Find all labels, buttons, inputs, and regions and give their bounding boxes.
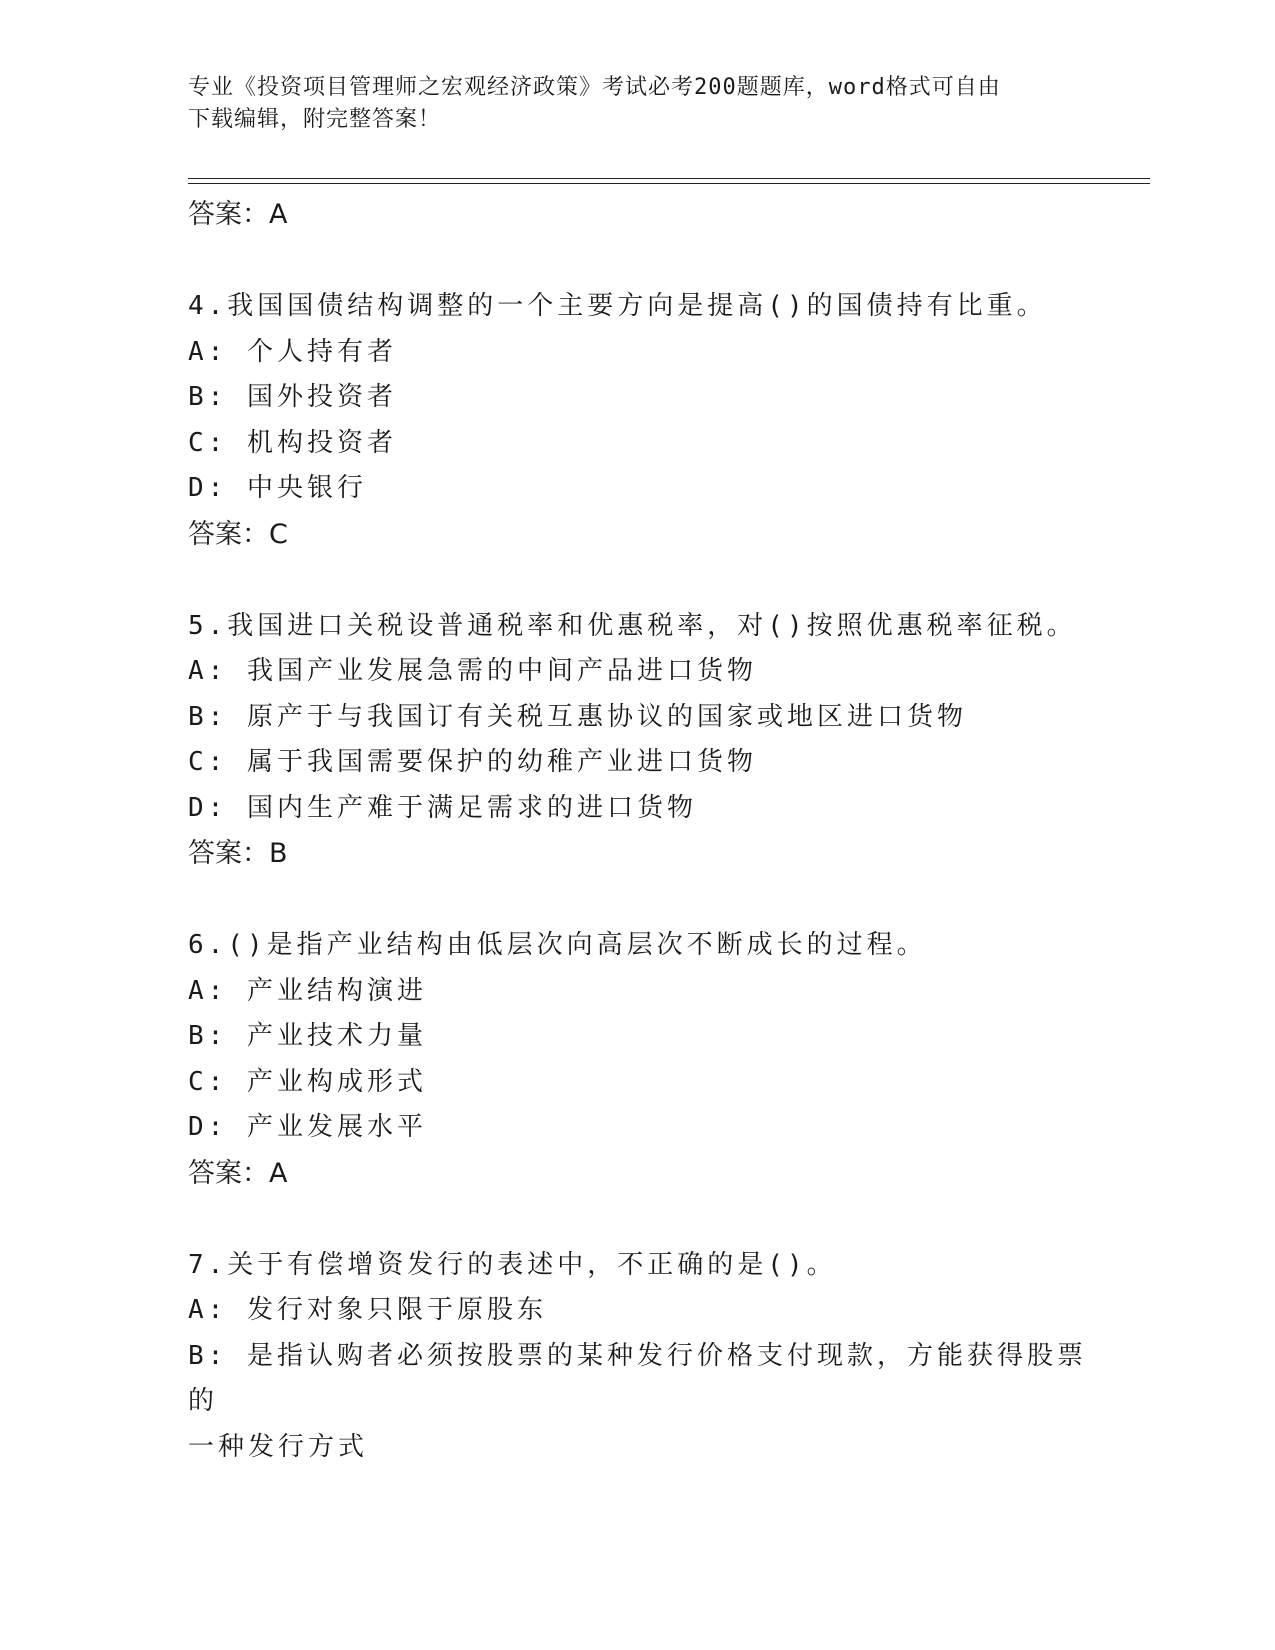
option-c: C: 产业构成形式 (188, 1066, 427, 1097)
option-a: A: 产业结构演进 (188, 975, 427, 1006)
question-text: 5.我国进口关税设普通税率和优惠税率，对()按照优惠税率征税。 (188, 610, 1077, 641)
option-b: B: 国外投资者 (188, 382, 397, 412)
header-line-2: 下载编辑，附完整答案！ (188, 107, 442, 132)
option-a: A: 个人持有者 (188, 336, 397, 367)
answer-line: 答案：C (188, 518, 288, 550)
document-header (188, 72, 1068, 136)
option-d: D: 中央银行 (188, 473, 367, 503)
header-line-1: 专业《投资项目管理师之宏观经济政策》考试必考200题题库，word格式可自由 (188, 75, 1001, 100)
question-list (188, 192, 1088, 1470)
header-divider-bottom (188, 183, 1150, 184)
option-c: C: 机构投资者 (188, 427, 397, 458)
option-d: D: 国内生产难于满足需求的进口货物 (188, 792, 697, 823)
option-a: A: 发行对象只限于原股东 (188, 1295, 547, 1325)
question-4 (188, 284, 1088, 560)
question-text: 7.关于有偿增资发行的表述中，不正确的是()。 (188, 1249, 837, 1280)
option-a: A: 我国产业发展急需的中间产品进口货物 (188, 656, 757, 686)
question-text: 6.()是指产业结构由低层次向高层次不断成长的过程。 (188, 930, 927, 960)
question-text: 4.我国国债结构调整的一个主要方向是提高()的国债持有比重。 (188, 291, 1047, 321)
answer-line: 答案：A (188, 1157, 288, 1189)
option-d: D: 产业发展水平 (188, 1112, 427, 1142)
question-6 (188, 923, 1088, 1199)
option-c: C: 属于我国需要保护的幼稚产业进口货物 (188, 747, 757, 777)
question-7 (188, 1243, 1088, 1471)
option-b-continued: 一种发行方式 (188, 1431, 369, 1462)
answer-line: 答案：A (188, 199, 288, 230)
question-5 (188, 604, 1088, 880)
option-b: B: 是指认购者必须按股票的某种发行价格支付现款，方能获得股票的 (188, 1340, 1087, 1416)
option-b: B: 原产于与我国订有关税互惠协议的国家或地区进口货物 (188, 701, 967, 732)
answer-line: 答案：B (188, 838, 288, 869)
header-divider-top (188, 178, 1150, 179)
option-b: B: 产业技术力量 (188, 1021, 427, 1051)
